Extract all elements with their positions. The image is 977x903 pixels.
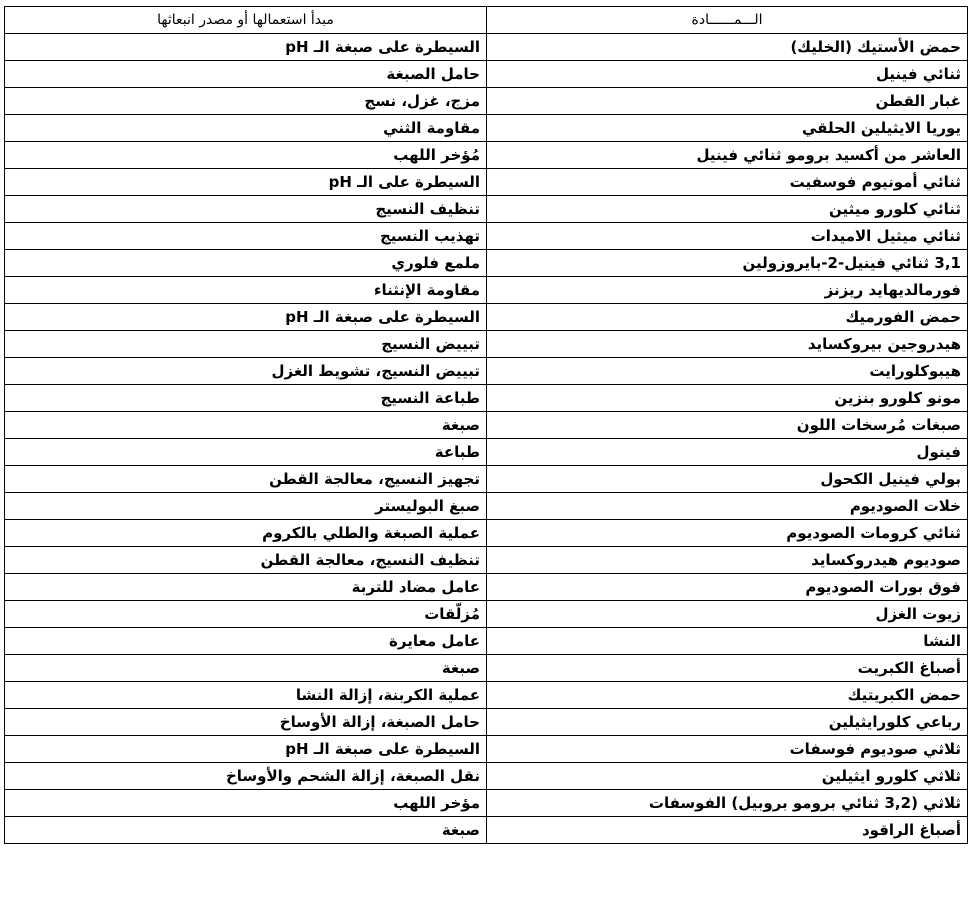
material-cell: زيوت الغزل bbox=[487, 601, 968, 628]
material-cell: ثنائي كرومات الصوديوم bbox=[487, 520, 968, 547]
table-row bbox=[5, 736, 968, 763]
use-cell: عملية الصبغة والطلي بالكروم bbox=[5, 520, 487, 547]
material-cell: ثنائي أمونيوم فوسفيت bbox=[487, 169, 968, 196]
table-row bbox=[5, 817, 968, 844]
table-row bbox=[5, 682, 968, 709]
use-cell: مُؤخر اللهب bbox=[5, 142, 487, 169]
material-cell: فورمالديهايد ريزنز bbox=[487, 277, 968, 304]
table-row bbox=[5, 304, 968, 331]
material-cell: فينول bbox=[487, 439, 968, 466]
table-row bbox=[5, 412, 968, 439]
use-cell: طباعة النسيج bbox=[5, 385, 487, 412]
use-cell: عامل مضاد للتربة bbox=[5, 574, 487, 601]
header-use: مبدأ استعمالها أو مصدر انبعاثها bbox=[5, 7, 487, 34]
use-cell: نقل الصبغة، إزالة الشحم والأوساخ bbox=[5, 763, 487, 790]
table-row bbox=[5, 547, 968, 574]
table-row bbox=[5, 223, 968, 250]
table-row bbox=[5, 88, 968, 115]
material-cell: أصباغ الكبريت bbox=[487, 655, 968, 682]
table-row bbox=[5, 34, 968, 61]
material-cell: أصباغ الراقود bbox=[487, 817, 968, 844]
table-row bbox=[5, 709, 968, 736]
table-row bbox=[5, 574, 968, 601]
use-cell: تجهيز النسيج، معالجة القطن bbox=[5, 466, 487, 493]
table-row bbox=[5, 439, 968, 466]
use-cell: مزج، غزل، نسج bbox=[5, 88, 487, 115]
use-cell: عملية الكربنة، إزالة النشا bbox=[5, 682, 487, 709]
material-cell: ثنائي كلورو ميثين bbox=[487, 196, 968, 223]
use-cell: السيطرة على صبغة الـ pH bbox=[5, 736, 487, 763]
table-row bbox=[5, 331, 968, 358]
use-cell: السيطرة على صبغة الـ pH bbox=[5, 304, 487, 331]
table-row bbox=[5, 142, 968, 169]
material-cell: بولي فينيل الكحول bbox=[487, 466, 968, 493]
use-cell: حامل الصبغة bbox=[5, 61, 487, 88]
table-row bbox=[5, 628, 968, 655]
use-cell: صبغة bbox=[5, 655, 487, 682]
table-row bbox=[5, 493, 968, 520]
material-cell: حمض الفورميك bbox=[487, 304, 968, 331]
use-cell: مقاومة الثني bbox=[5, 115, 487, 142]
table-row bbox=[5, 277, 968, 304]
material-cell: النشا bbox=[487, 628, 968, 655]
use-cell: ملمع فلوري bbox=[5, 250, 487, 277]
material-cell: هيدروجين بيروكسايد bbox=[487, 331, 968, 358]
use-cell: طباعة bbox=[5, 439, 487, 466]
table-row bbox=[5, 358, 968, 385]
table-row bbox=[5, 196, 968, 223]
table-row bbox=[5, 763, 968, 790]
use-cell: مؤخر اللهب bbox=[5, 790, 487, 817]
material-cell: يوريا الايثيلين الحلقي bbox=[487, 115, 968, 142]
table-row bbox=[5, 520, 968, 547]
material-cell: صبغات مُرسخات اللون bbox=[487, 412, 968, 439]
use-cell: السيطرة على صبغة الـ pH bbox=[5, 34, 487, 61]
use-cell: تبييض النسيج، تشويط الغزل bbox=[5, 358, 487, 385]
use-cell: مقاومة الإنثناء bbox=[5, 277, 487, 304]
material-cell: هيبوكلورايت bbox=[487, 358, 968, 385]
material-cell: ثلاثي (3,2 ثنائي برومو بروبيل) الفوسفات bbox=[487, 790, 968, 817]
table-row bbox=[5, 169, 968, 196]
material-cell: حمض الكبريتيك bbox=[487, 682, 968, 709]
use-cell: تنظيف النسيج، معالجة القطن bbox=[5, 547, 487, 574]
table-body bbox=[5, 34, 968, 844]
use-cell: تبييض النسيج bbox=[5, 331, 487, 358]
materials-table bbox=[4, 6, 968, 844]
material-cell: 3,1 ثنائي فينيل-2-بايروزولين bbox=[487, 250, 968, 277]
use-cell: صبغة bbox=[5, 412, 487, 439]
material-cell: ثلاثي صوديوم فوسفات bbox=[487, 736, 968, 763]
table-row bbox=[5, 115, 968, 142]
use-cell: عامل معايرة bbox=[5, 628, 487, 655]
material-cell: حمض الأستيك (الخليك) bbox=[487, 34, 968, 61]
use-cell: صبغة bbox=[5, 817, 487, 844]
material-cell: ثلاثي كلورو ايثيلين bbox=[487, 763, 968, 790]
table-row bbox=[5, 385, 968, 412]
table-row bbox=[5, 61, 968, 88]
use-cell: تهذيب النسيج bbox=[5, 223, 487, 250]
material-cell: ثنائي ميثيل الاميدات bbox=[487, 223, 968, 250]
material-cell: العاشر من أكسيد برومو ثنائي فينيل bbox=[487, 142, 968, 169]
use-cell: تنظيف النسيج bbox=[5, 196, 487, 223]
material-cell: صوديوم هيدروكسايد bbox=[487, 547, 968, 574]
material-cell: ثنائي فينيل bbox=[487, 61, 968, 88]
use-cell: صبغ البوليستر bbox=[5, 493, 487, 520]
material-cell: رباعي كلورايثيلين bbox=[487, 709, 968, 736]
table-header-row bbox=[5, 7, 968, 34]
use-cell: حامل الصبغة، إزالة الأوساخ bbox=[5, 709, 487, 736]
table-row bbox=[5, 250, 968, 277]
table-row bbox=[5, 466, 968, 493]
material-cell: غبار القطن bbox=[487, 88, 968, 115]
table-row bbox=[5, 790, 968, 817]
table-row bbox=[5, 655, 968, 682]
material-cell: خلات الصوديوم bbox=[487, 493, 968, 520]
material-cell: مونو كلورو بنزين bbox=[487, 385, 968, 412]
use-cell: مُزلّقات bbox=[5, 601, 487, 628]
use-cell: السيطرة على الـ pH bbox=[5, 169, 487, 196]
material-cell: فوق بورات الصوديوم bbox=[487, 574, 968, 601]
table-row bbox=[5, 601, 968, 628]
header-material: الـــمــــــادة bbox=[487, 7, 968, 34]
